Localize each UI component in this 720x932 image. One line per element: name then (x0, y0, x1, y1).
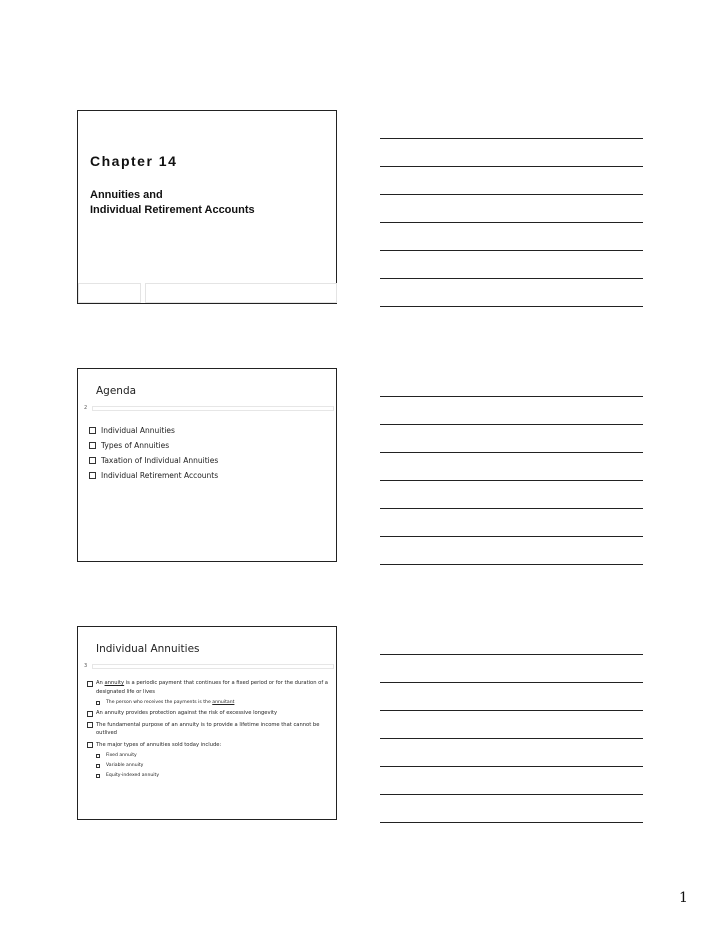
filled-box-bullet-icon (96, 754, 100, 758)
slide-3-title: Individual Annuities (96, 643, 200, 655)
note-line (380, 278, 643, 279)
note-line (380, 766, 643, 767)
agenda-list (89, 423, 218, 483)
note-line (380, 452, 643, 453)
note-line (380, 536, 643, 537)
filled-box-bullet-icon (96, 701, 100, 705)
note-line (380, 396, 643, 397)
sub-list-item: Fixed annuity (87, 752, 331, 760)
slide-3 (77, 626, 337, 820)
slide-1 (77, 110, 337, 304)
slide-1-title: Chapter 14 (90, 153, 178, 169)
slide-1-subtitle-line-2: Individual Retirement Accounts (90, 204, 255, 216)
slide-2 (77, 368, 337, 562)
term-annuitant: annuitant (212, 700, 235, 705)
checkbox-bullet-icon (87, 722, 93, 728)
filled-box-bullet-icon (96, 764, 100, 768)
note-line (380, 738, 643, 739)
sub-list-item: Equity-indexed annuity (87, 772, 331, 780)
checkbox-bullet-icon (89, 457, 96, 464)
checkbox-bullet-icon (89, 427, 96, 434)
note-line (380, 424, 643, 425)
note-line (380, 710, 643, 711)
list-item: Taxation of Individual Annuities (89, 453, 218, 468)
note-line (380, 654, 643, 655)
slide-3-body (87, 679, 331, 782)
note-line (380, 682, 643, 683)
note-line (380, 508, 643, 509)
note-line (380, 794, 643, 795)
sub-list-item: The person who receives the payments is the annuitant (87, 699, 331, 707)
list-item: An annuity provides protection against the risk of excessive longevity (87, 709, 331, 718)
list-item: An annuity is a periodic payment that continues for a fixed period or for the duration of a designated life or lives (87, 679, 331, 696)
list-item: Types of Annuities (89, 438, 218, 453)
filled-box-bullet-icon (96, 774, 100, 778)
note-line (380, 822, 643, 823)
slide-2-title-rule (92, 406, 334, 411)
checkbox-bullet-icon (87, 711, 93, 717)
note-line (380, 250, 643, 251)
slide-1-subtitle (90, 188, 255, 218)
slide-1-footer-right (145, 283, 337, 303)
slide-3-title-rule (92, 664, 334, 669)
list-item: Individual Retirement Accounts (89, 468, 218, 483)
note-line (380, 222, 643, 223)
note-line (380, 480, 643, 481)
list-item: The major types of annuities sold today include: (87, 741, 331, 750)
slide-2-number: 2 (84, 405, 88, 411)
slide-2-title: Agenda (96, 385, 137, 397)
slide-3-number: 3 (84, 663, 88, 669)
note-line (380, 138, 643, 139)
note-line (380, 564, 643, 565)
checkbox-bullet-icon (87, 742, 93, 748)
list-item: The fundamental purpose of an annuity is to provide a lifetime income that cannot be outlived (87, 721, 331, 738)
checkbox-bullet-icon (89, 442, 96, 449)
note-line (380, 166, 643, 167)
sub-list-item: Variable annuity (87, 762, 331, 770)
note-line (380, 194, 643, 195)
slide-1-subtitle-line-1: Annuities and (90, 189, 163, 201)
list-item: Individual Annuities (89, 423, 218, 438)
note-line (380, 306, 643, 307)
checkbox-bullet-icon (89, 472, 96, 479)
slide-1-footer-left (78, 283, 141, 303)
checkbox-bullet-icon (87, 681, 93, 687)
page-number: 1 (679, 890, 688, 906)
term-annuity: annuity (104, 680, 125, 686)
